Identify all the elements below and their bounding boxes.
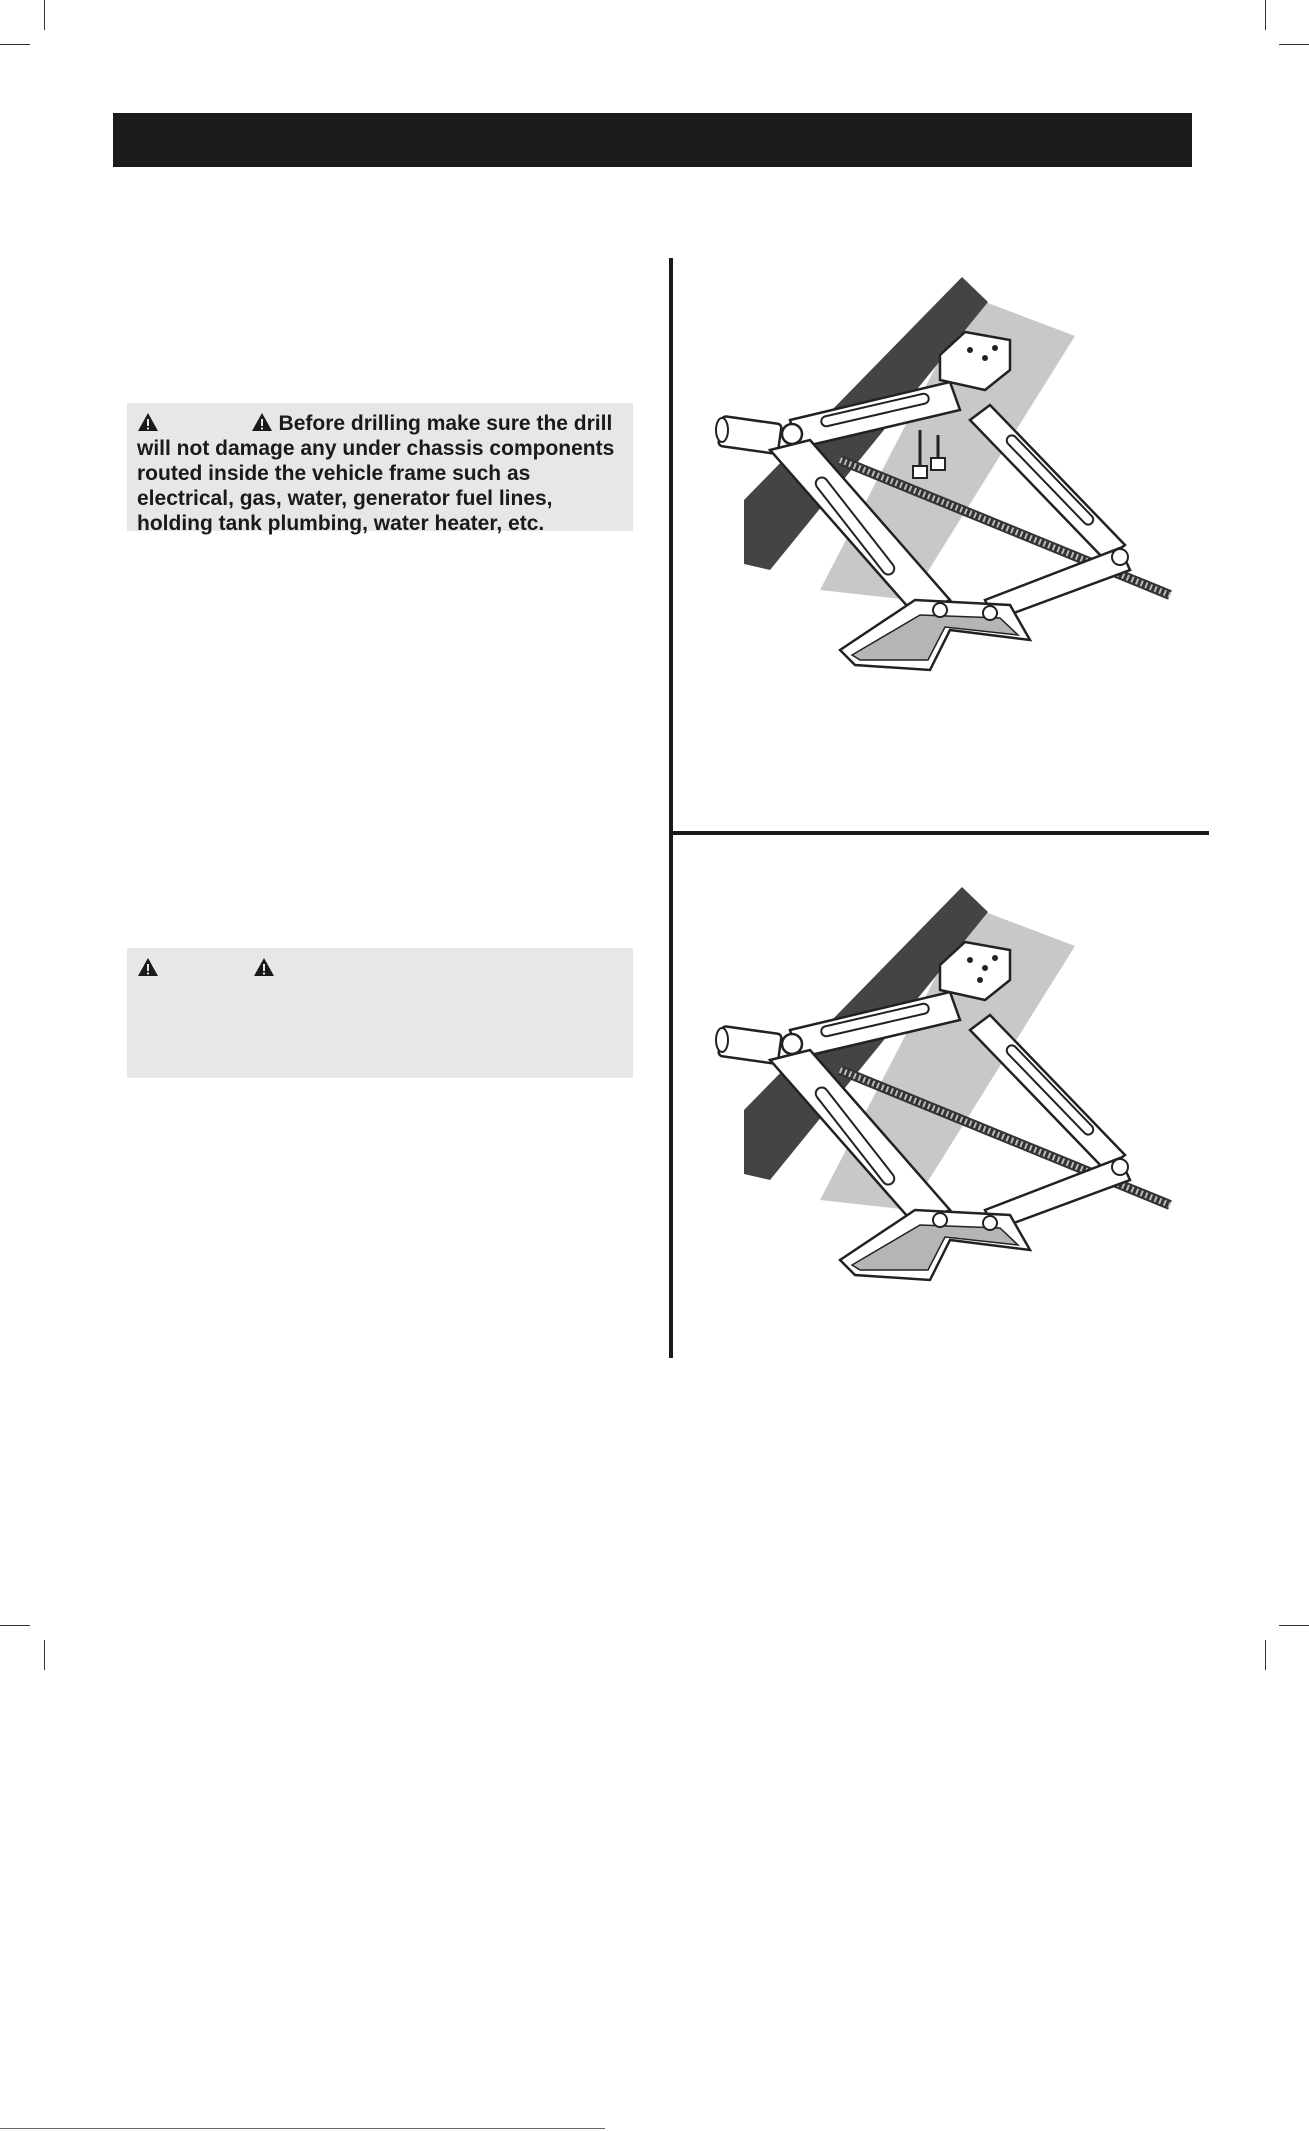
crop-mark	[1279, 1625, 1309, 1626]
section-header-bar	[113, 113, 1192, 167]
crop-mark	[44, 1640, 45, 1670]
crop-mark	[0, 1625, 30, 1626]
crop-mark	[1279, 44, 1309, 45]
warning-icon	[137, 957, 159, 977]
warning-icon	[251, 412, 273, 432]
warning-icon	[253, 957, 275, 977]
bottom-rule	[0, 2128, 605, 2129]
figure-jack-mounted	[700, 880, 1200, 1330]
warning-box-2	[127, 948, 633, 1078]
crop-mark	[1265, 1640, 1266, 1670]
figure-jack-bolts	[700, 270, 1200, 720]
figure-divider	[669, 831, 1209, 835]
warning-text: Before drilling make sure the drill will not damage any under chassis components routed inside the vehicle frame such as electrical, gas, water, generator fuel lines, holding tank plumbing, water heater, etc.	[137, 412, 615, 535]
crop-mark	[44, 0, 45, 30]
column-divider	[669, 258, 673, 1358]
warning-box-drilling	[127, 403, 633, 535]
crop-mark	[0, 44, 30, 45]
crop-mark	[1265, 0, 1266, 30]
warning-icon	[137, 412, 159, 432]
